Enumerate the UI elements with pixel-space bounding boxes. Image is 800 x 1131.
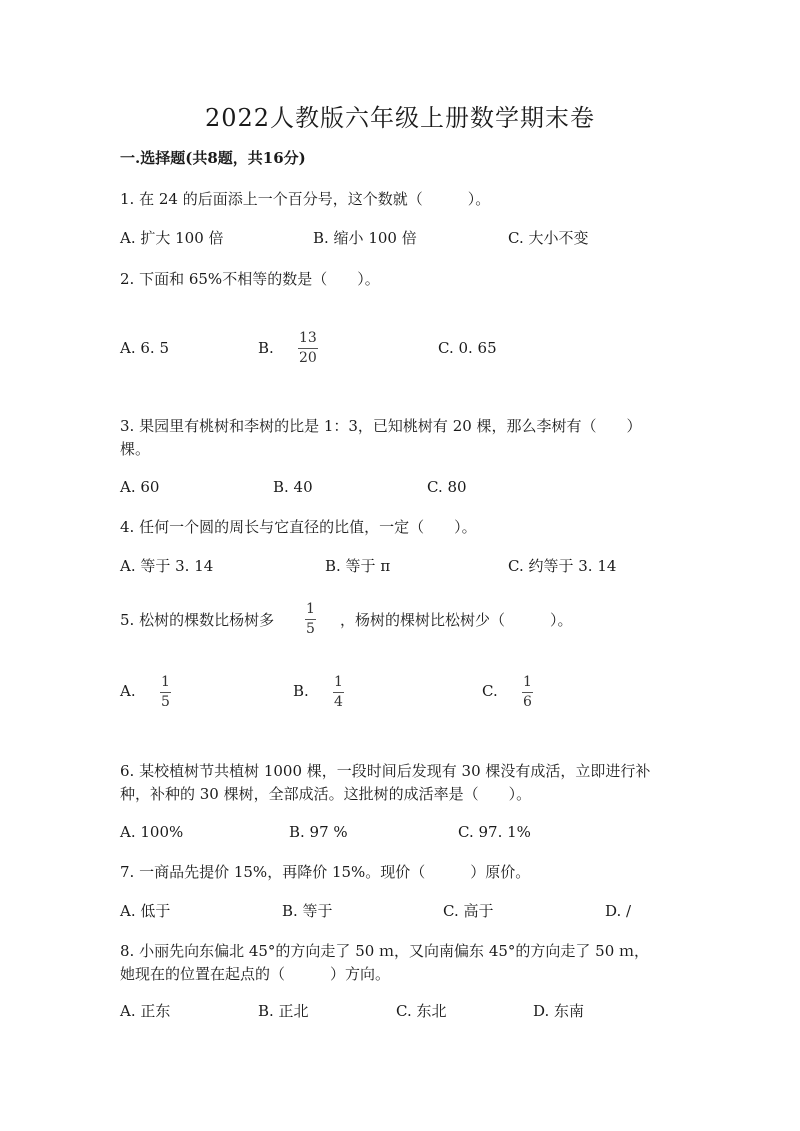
- fraction-numerator: 1: [334, 674, 343, 690]
- fraction-numerator: 1: [523, 674, 532, 690]
- question-1: 1. 在 24 的后面添上一个百分号，这个数就（ ）。: [120, 190, 491, 208]
- q8-option-d[interactable]: D. 东南: [533, 1002, 585, 1020]
- q7-option-c[interactable]: C. 高于: [443, 902, 494, 920]
- q5-fraction: [305, 602, 316, 637]
- fraction-bar: [305, 619, 316, 620]
- q2-option-c[interactable]: C. 0. 65: [438, 339, 497, 357]
- fraction-numerator: 1: [306, 601, 315, 617]
- q6-option-a[interactable]: A. 100%: [120, 823, 184, 841]
- fraction-denominator: 5: [306, 621, 315, 637]
- q5-option-c-fraction: [522, 675, 533, 710]
- q3-option-c[interactable]: C. 80: [427, 478, 467, 496]
- question-5-text-after: ，杨树的棵树比松树少（ ）。: [340, 611, 573, 629]
- q4-option-a[interactable]: A. 等于 3. 14: [120, 557, 214, 575]
- fraction-bar: [160, 692, 171, 693]
- q7-option-d[interactable]: D. /: [605, 902, 632, 920]
- fraction-bar: [333, 692, 344, 693]
- q6-option-b[interactable]: B. 97 %: [289, 823, 348, 841]
- q2-option-a[interactable]: A. 6. 5: [120, 339, 169, 357]
- fraction-denominator: 20: [299, 350, 317, 366]
- q8-option-c[interactable]: C. 东北: [396, 1002, 447, 1020]
- question-3-line-2: 棵。: [120, 440, 151, 458]
- page-title: 2022人教版六年级上册数学期末卷: [204, 104, 596, 132]
- section-heading: 一.选择题(共8题，共16分): [120, 149, 306, 167]
- question-7: 7. 一商品先提价 15%，再降价 15%。现价（ ）原价。: [120, 863, 531, 881]
- question-8-line-1: 8. 小丽先向东偏北 45°的方向走了 50 ｍ，又向南偏东 45°的方向走了 50 ｍ，: [120, 942, 650, 960]
- q1-option-b[interactable]: B. 缩小 100 倍: [313, 229, 417, 247]
- q3-option-b[interactable]: B. 40: [273, 478, 313, 496]
- q7-option-b[interactable]: B. 等于: [282, 902, 333, 920]
- question-3-line-1: 3. 果园里有桃树和李树的比是 1：3，已知桃树有 20 棵，那么李树有（ ）: [120, 417, 642, 435]
- question-2: 2. 下面和 65%不相等的数是（ ）。: [120, 270, 380, 288]
- q1-option-a[interactable]: A. 扩大 100 倍: [120, 229, 224, 247]
- fraction-numerator: 13: [299, 330, 317, 346]
- q2-option-b[interactable]: B.: [258, 339, 274, 357]
- q8-option-b[interactable]: B. 正北: [258, 1002, 309, 1020]
- q7-option-a[interactable]: A. 低于: [120, 902, 171, 920]
- fraction-bar: [298, 348, 318, 349]
- question-4: 4. 任何一个圆的周长与它直径的比值，一定（ ）。: [120, 518, 477, 536]
- question-6-line-1: 6. 某校植树节共植树 1000 棵，一段时间后发现有 30 棵没有成活，立即进行补: [120, 762, 651, 780]
- fraction-denominator: 6: [523, 694, 532, 710]
- q2-option-b-fraction: [298, 331, 318, 366]
- fraction-numerator: 1: [161, 674, 170, 690]
- q5-option-b[interactable]: B.: [293, 682, 309, 700]
- question-5-text-before: 5. 松树的棵数比杨树多: [120, 611, 275, 629]
- q5-option-a-fraction: [160, 675, 171, 710]
- q1-option-c[interactable]: C. 大小不变: [508, 229, 589, 247]
- question-8-line-2: 她现在的位置在起点的（ ）方向。: [120, 965, 391, 983]
- q5-option-c[interactable]: C.: [482, 682, 498, 700]
- fraction-bar: [522, 692, 533, 693]
- question-6-line-2: 种，补种的 30 棵树，全部成活。这批树的成活率是（ ）。: [120, 785, 532, 803]
- q5-option-b-fraction: [333, 675, 344, 710]
- q6-option-c[interactable]: C. 97. 1%: [458, 823, 531, 841]
- q4-option-c[interactable]: C. 约等于 3. 14: [508, 557, 617, 575]
- q3-option-a[interactable]: A. 60: [120, 478, 160, 496]
- q4-option-b[interactable]: B. 等于 π: [325, 557, 391, 575]
- q5-option-a[interactable]: A.: [120, 682, 136, 700]
- q8-option-a[interactable]: A. 正东: [120, 1002, 171, 1020]
- fraction-denominator: 5: [161, 694, 170, 710]
- fraction-denominator: 4: [334, 694, 343, 710]
